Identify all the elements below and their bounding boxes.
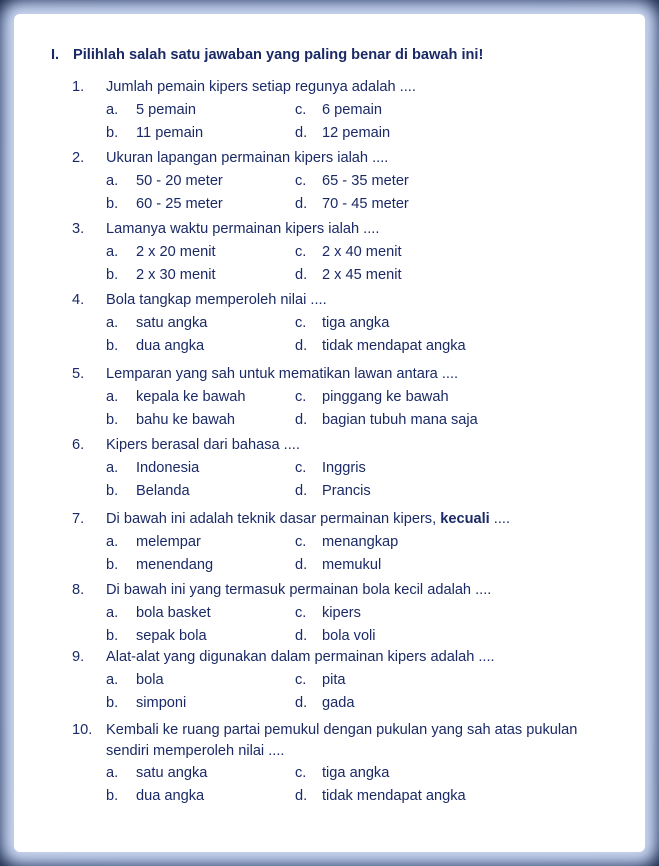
option-text: Prancis bbox=[322, 483, 371, 499]
option-letter: c. bbox=[295, 534, 307, 550]
option-text: pinggang ke bawah bbox=[322, 389, 449, 405]
option-text: menangkap bbox=[322, 534, 399, 550]
question-number: 10. bbox=[72, 722, 93, 738]
section-number: I. bbox=[51, 47, 60, 63]
option-text: kipers bbox=[322, 605, 361, 621]
option-text: bola voli bbox=[322, 628, 376, 644]
option-letter: b. bbox=[106, 196, 119, 212]
option-text: Belanda bbox=[136, 483, 190, 499]
option-letter: c. bbox=[295, 173, 307, 189]
question-text-main: Ukuran lapangan permainan kipers ialah .... bbox=[106, 150, 389, 166]
option-text: bola basket bbox=[136, 605, 211, 621]
option-text: 60 - 25 meter bbox=[136, 196, 223, 212]
option-text: 50 - 20 meter bbox=[136, 173, 223, 189]
option-text: Indonesia bbox=[136, 460, 200, 476]
question-number: 5. bbox=[72, 366, 85, 382]
section-title: Pilihlah salah satu jawaban yang paling benar di bawah ini! bbox=[73, 47, 484, 63]
option-letter: d. bbox=[295, 628, 308, 644]
question-text-continued: sendiri memperoleh nilai .... bbox=[106, 743, 285, 759]
option-text: dua angka bbox=[136, 788, 205, 804]
option-letter: c. bbox=[295, 389, 307, 405]
question-text-main: Kipers berasal dari bahasa .... bbox=[106, 437, 300, 453]
option-text: 12 pemain bbox=[322, 125, 391, 141]
option-text: memukul bbox=[322, 557, 382, 573]
option-text: 6 pemain bbox=[322, 102, 383, 118]
question-number: 7. bbox=[72, 511, 85, 527]
option-letter: a. bbox=[106, 244, 119, 260]
option-text: satu angka bbox=[136, 315, 208, 331]
question-text-main: Alat-alat yang digunakan dalam permainan kipers adalah .... bbox=[106, 649, 495, 665]
option-text: tiga angka bbox=[322, 765, 390, 781]
option-text: satu angka bbox=[136, 765, 208, 781]
option-letter: d. bbox=[295, 483, 308, 499]
option-letter: b. bbox=[106, 788, 119, 804]
question-number: 9. bbox=[72, 649, 85, 665]
option-text: gada bbox=[322, 695, 355, 711]
option-letter: d. bbox=[295, 267, 308, 283]
question-text-main: Lamanya waktu permainan kipers ialah .... bbox=[106, 221, 380, 237]
option-letter: c. bbox=[295, 672, 307, 688]
option-text: pita bbox=[322, 672, 346, 688]
option-letter: b. bbox=[106, 338, 119, 354]
option-letter: c. bbox=[295, 765, 307, 781]
option-text: 5 pemain bbox=[136, 102, 197, 118]
option-text: 65 - 35 meter bbox=[322, 173, 409, 189]
option-text: menendang bbox=[136, 557, 214, 573]
option-text: 70 - 45 meter bbox=[322, 196, 409, 212]
option-text: kepala ke bawah bbox=[136, 389, 246, 405]
question-text bbox=[106, 722, 577, 739]
option-letter: a. bbox=[106, 534, 119, 550]
option-letter: d. bbox=[295, 788, 308, 804]
question-text bbox=[106, 150, 388, 167]
option-text: 2 x 45 menit bbox=[322, 267, 402, 283]
option-text: bahu ke bawah bbox=[136, 412, 235, 428]
question-number: 2. bbox=[72, 150, 85, 166]
question-number: 3. bbox=[72, 221, 85, 237]
question-text bbox=[106, 437, 300, 454]
option-letter: a. bbox=[106, 460, 119, 476]
question-text bbox=[106, 292, 327, 309]
question-number: 6. bbox=[72, 437, 85, 453]
question-text-main: Di bawah ini yang termasuk permainan bola kecil adalah .... bbox=[106, 582, 492, 598]
question-text bbox=[106, 79, 416, 96]
option-letter: b. bbox=[106, 557, 119, 573]
question-text-main: Di bawah ini adalah teknik dasar permainan kipers, bbox=[106, 511, 437, 527]
question-text bbox=[106, 649, 495, 666]
option-text: dua angka bbox=[136, 338, 205, 354]
option-text: sepak bola bbox=[136, 628, 207, 644]
option-letter: c. bbox=[295, 244, 307, 260]
option-text: bola bbox=[136, 672, 164, 688]
option-letter: d. bbox=[295, 125, 308, 141]
question-text-tail: .... bbox=[489, 511, 511, 527]
option-text: bagian tubuh mana saja bbox=[322, 412, 478, 428]
option-letter: a. bbox=[106, 765, 119, 781]
question-text bbox=[106, 221, 379, 238]
option-letter: a. bbox=[106, 672, 119, 688]
option-letter: b. bbox=[106, 412, 119, 428]
question-text-main: Lemparan yang sah untuk mematikan lawan antara .... bbox=[106, 366, 459, 382]
option-text: 2 x 40 menit bbox=[322, 244, 402, 260]
option-letter: d. bbox=[295, 412, 308, 428]
option-letter: c. bbox=[295, 605, 307, 621]
question-text-main: Kembali ke ruang partai pemukul dengan pukulan yang sah atas pukulan bbox=[106, 722, 578, 738]
option-letter: b. bbox=[106, 695, 119, 711]
option-letter: d. bbox=[295, 338, 308, 354]
option-letter: a. bbox=[106, 102, 119, 118]
question-text-main: Jumlah pemain kipers setiap regunya adalah .... bbox=[106, 79, 416, 95]
option-letter: c. bbox=[295, 315, 307, 331]
question-number: 8. bbox=[72, 582, 85, 598]
option-letter: b. bbox=[106, 267, 119, 283]
option-letter: c. bbox=[295, 460, 307, 476]
option-letter: a. bbox=[106, 315, 119, 331]
option-text: tidak mendapat angka bbox=[322, 338, 466, 354]
question-emphasis: kecuali bbox=[440, 511, 490, 527]
option-letter: b. bbox=[106, 483, 119, 499]
question-number: 4. bbox=[72, 292, 85, 308]
option-text: tidak mendapat angka bbox=[322, 788, 466, 804]
option-text: melempar bbox=[136, 534, 201, 550]
option-letter: a. bbox=[106, 389, 119, 405]
option-letter: c. bbox=[295, 102, 307, 118]
option-letter: b. bbox=[106, 125, 119, 141]
option-letter: a. bbox=[106, 173, 119, 189]
option-letter: d. bbox=[295, 196, 308, 212]
question-text bbox=[106, 511, 510, 528]
option-letter: b. bbox=[106, 628, 119, 644]
option-letter: a. bbox=[106, 605, 119, 621]
option-text: 2 x 20 menit bbox=[136, 244, 216, 260]
question-text bbox=[106, 366, 458, 383]
option-letter: d. bbox=[295, 695, 308, 711]
question-text-main: Bola tangkap memperoleh nilai .... bbox=[106, 292, 327, 308]
option-text: simponi bbox=[136, 695, 187, 711]
question-text bbox=[106, 582, 491, 599]
option-text: 2 x 30 menit bbox=[136, 267, 216, 283]
option-letter: d. bbox=[295, 557, 308, 573]
question-number: 1. bbox=[72, 79, 85, 95]
option-text: Inggris bbox=[322, 460, 366, 476]
option-text: 11 pemain bbox=[136, 125, 204, 141]
option-text: tiga angka bbox=[322, 315, 390, 331]
